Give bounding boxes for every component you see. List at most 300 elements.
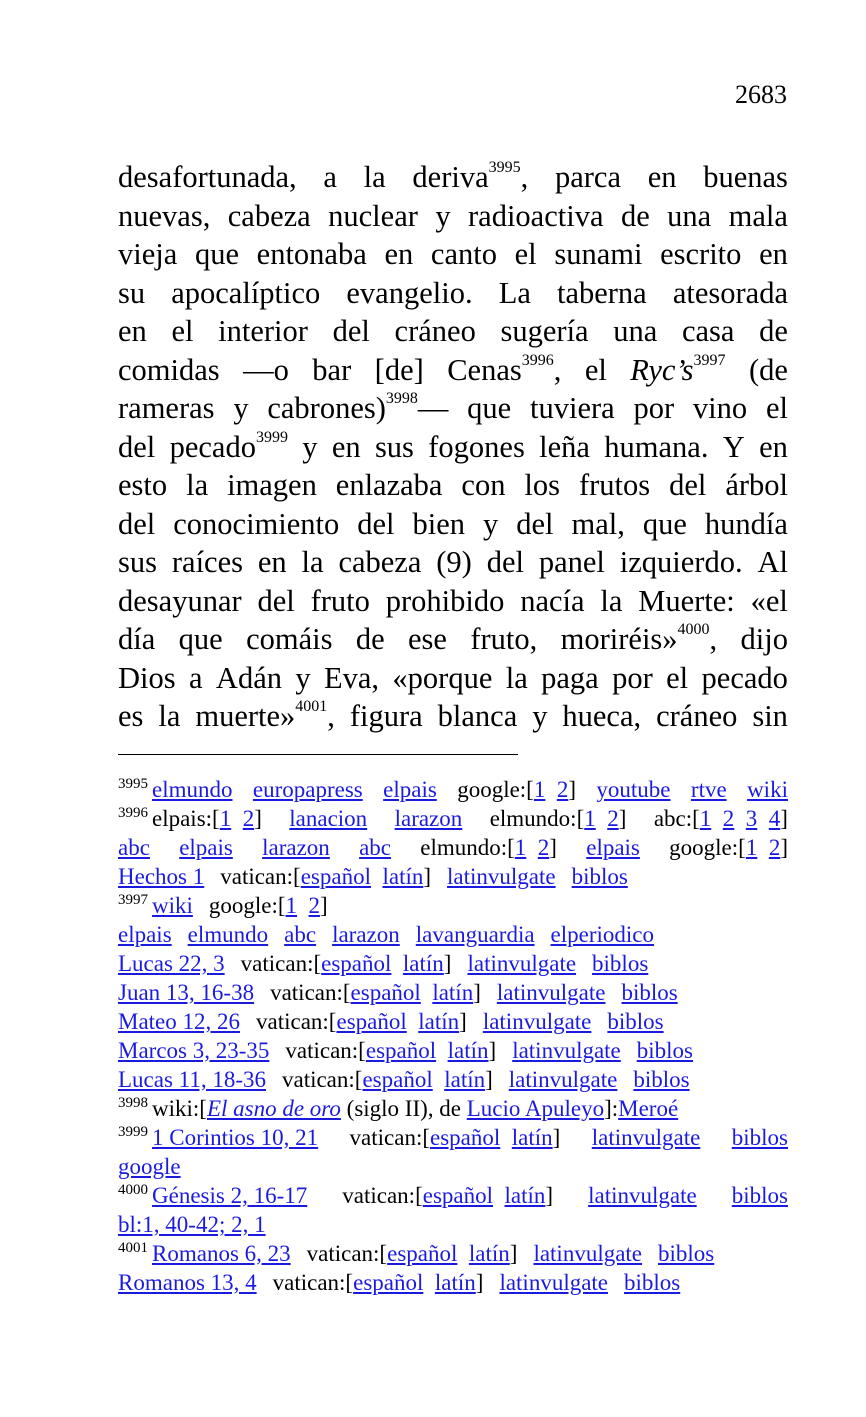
footnote-link[interactable]: latín [434,1270,476,1295]
footnote-text: wiki:[ [152,1096,207,1121]
body-word: el [666,660,689,695]
body-word: escrito [660,237,742,271]
body-line [118,466,788,505]
footnote-text: vatican:[ [240,951,322,976]
body-word: panel [538,545,605,579]
body-word: que [178,622,223,656]
body-word: Y [722,429,745,464]
body-word: del [332,314,370,348]
footnote-link[interactable]: 2 [242,806,255,831]
footnote-link[interactable]: elpais [118,922,172,947]
footnote-link[interactable]: latinvulgate [508,1067,618,1092]
footnote-link[interactable]: Marcos 3, 23-35 [118,1038,270,1063]
body-word: hundía [704,506,788,541]
footnote-link[interactable]: latinvulgate [512,1038,621,1063]
footnote-link[interactable]: latín [444,1067,486,1092]
body-line [118,582,788,621]
footnote-link[interactable]: latín [447,1038,489,1063]
body-word: raíces [171,545,243,579]
body-word: sus [374,429,414,464]
footnote-link[interactable]: biblos [621,980,678,1005]
footnote-link[interactable]: latinvulgate [496,980,606,1005]
footnote-link[interactable]: latinvulgate [591,1125,701,1150]
body-line [118,351,788,390]
body-word: mal, [571,506,625,541]
body-word: a [323,160,337,194]
footnote-link[interactable]: elpais [179,835,233,860]
footnote-text: vatican:[ [306,1241,388,1266]
footnote-line [118,1268,788,1297]
footnote-link[interactable]: 2 [722,806,735,831]
body-word: esto [118,468,168,502]
footnote-link[interactable]: latinvulgate [482,1009,592,1034]
footnote-line [118,1152,788,1181]
footnote-number: 3997 [118,892,148,908]
footnote-link[interactable]: biblos [624,1270,681,1295]
footnote-link[interactable]: biblos [633,1067,690,1092]
footnote-line [118,862,788,891]
footnote-text: elmundo:[ [489,806,585,831]
footnote-text: vatican:[ [256,1009,337,1034]
footnote-reference: 4000 [677,621,710,638]
body-word: dijo [740,622,788,656]
body-word: la [186,468,209,502]
footnote-text: ] [488,1038,497,1063]
body-word: «porque [392,660,493,695]
body-word: (9) [436,545,472,579]
footnote-link[interactable]: Mateo 12, 26 [118,1009,241,1034]
footnotes [118,775,788,1297]
footnote-text: ] [485,1067,493,1092]
footnote-text: ]: [604,1096,619,1121]
body-word: del [357,506,395,541]
footnote-text: google:[ [457,777,534,802]
footnote-text: ] [552,1125,561,1150]
body-word: cabeza [338,545,422,579]
footnote-number: 4000 [118,1182,148,1198]
footnote-text: vatican:[ [220,864,301,889]
body-word: Eva, [324,660,380,695]
footnote-link[interactable]: español [362,1067,433,1092]
body-word: una [613,314,658,348]
body-word: enlazaba [335,468,443,502]
footnote-text: google:[ [208,893,286,918]
footnote-text: abc:[ [653,806,700,831]
body-word: en [759,237,788,271]
body-word: sin [752,699,788,733]
body-word: en [759,429,788,464]
footnote-link[interactable]: latín [468,1241,510,1266]
body-word: la [505,660,528,695]
body-line [118,543,788,582]
footnote-link[interactable]: biblos [592,951,649,976]
body-word: por [633,391,675,425]
body-word: del [669,468,707,502]
footnote-line [118,1239,788,1268]
footnote-line [118,1007,788,1036]
body-word: —o [243,352,289,387]
footnote-text: vatican:[ [342,1183,423,1208]
footnote-text: ] [254,806,262,831]
footnote-link[interactable]: 2 [768,835,781,860]
body-word: prohibido [385,583,505,618]
footnote-text: ] [473,980,481,1005]
footnote-line [118,804,788,833]
footnote-link[interactable]: latín [511,1125,553,1150]
footnote-text: ] [549,835,557,860]
body-word: del [486,545,524,579]
body-word: (de [748,352,788,387]
body-word: es [118,699,144,733]
body-word: frutos [578,468,651,502]
footnote-link[interactable]: español [365,1038,437,1063]
body-word: canto [430,237,497,271]
footnote-text: vatican:[ [349,1125,431,1150]
body-word: bien [412,506,466,541]
footnote-link[interactable]: Meroé [618,1096,679,1121]
body-word: vieja [118,237,178,271]
footnote-text: ] [780,806,788,831]
body-word: nuclear [328,198,418,233]
body-line [118,389,788,428]
footnote-link[interactable]: elpais [586,835,640,860]
footnote-link[interactable]: latinvulgate [499,1270,609,1295]
footnote-reference: 3999 [255,428,288,446]
body-word: Cenas$^{3996}$, [447,351,562,387]
footnote-link[interactable]: latinvulgate [588,1183,697,1208]
body-word: a [189,660,203,695]
body-word: el [584,352,607,387]
body-line [118,505,788,544]
footnote-link[interactable]: bl:1, 40-42; 2, 1 [118,1212,266,1237]
footnote-link[interactable]: elmundo [152,777,233,802]
footnote-link[interactable]: lavanguardia [415,922,535,947]
body-line [118,235,788,274]
body-word: Muerte: [638,583,735,618]
body-word: figura [349,699,423,733]
footnote-number: 3998 [118,1095,148,1111]
footnote-link[interactable]: rtve [690,777,727,802]
body-word: en [257,545,287,579]
body-word: que [642,506,687,541]
footnote-text: vatican:[ [272,1270,354,1295]
footnote-link[interactable]: biblos [731,1183,788,1208]
footnote-text: ] [618,806,627,831]
body-word: mala [728,198,788,233]
footnote-link[interactable]: abc [118,835,150,860]
body-word: rameras [118,391,215,425]
body-word: del [516,506,554,541]
footnote-link[interactable]: elperiodico [550,922,655,947]
body-word: paga [541,660,599,695]
footnote-link[interactable]: 3 [745,806,758,831]
body-word: desayunar [118,583,242,618]
footnote-link[interactable]: biblos [731,1125,788,1150]
body-word: bar [312,352,352,387]
footnote-text: ] [780,835,788,860]
footnote-link[interactable]: biblos [636,1038,693,1063]
body-word: y [233,391,249,425]
footnote-link[interactable]: español [321,951,392,976]
footnote-link[interactable]: europapress [252,777,363,802]
body-word: Al [757,545,788,579]
footnote-link[interactable]: biblos [571,864,628,889]
footnote-text: ] [475,1270,484,1295]
footnote-text: google:[ [669,835,746,860]
footnote-line [118,978,788,1007]
body-word: izquierdo. [619,545,743,579]
footnote-link[interactable]: español [336,1009,407,1034]
footnote-link[interactable]: latinvulgate [467,951,577,976]
body-word: taberna [556,275,647,310]
footnote-link[interactable]: latín [418,1009,460,1034]
body-word: en [647,160,677,194]
footnote-link[interactable]: Lucio Apuleyo [466,1096,605,1121]
body-word: fogones [428,429,525,464]
footnote-link[interactable]: latín [504,1183,546,1208]
footnote-link[interactable]: biblos [607,1009,664,1034]
footnote-line [118,891,788,920]
body-word: sugería [500,314,589,348]
footnote-link[interactable]: Lucas 11, 18-36 [118,1067,266,1092]
body-word: la [363,160,386,194]
body-word: muerte»$^{4001}$, [195,698,335,733]
body-word: fruto [310,583,370,618]
body-word: vino [692,391,748,425]
body-word: en [331,429,361,464]
footnote-link[interactable]: youtube [596,777,671,802]
footnote-link[interactable]: 2 [607,806,619,831]
footnote-link[interactable]: elpais [383,777,437,802]
footnote-text: vatican:[ [270,980,351,1005]
footnote-reference: 4001 [295,698,328,715]
body-word: de [620,198,650,233]
footnote-link[interactable]: español [430,1125,501,1150]
body-word: parca [554,160,621,194]
body-word: con [461,468,506,502]
footnote-link[interactable]: latín [432,980,474,1005]
footnote-link[interactable]: biblos [658,1241,715,1266]
footnote-link[interactable]: español [387,1241,458,1266]
body-word: casa [681,314,735,348]
body-line [118,197,788,236]
footnote-link[interactable]: español [300,864,371,889]
footnote-link[interactable]: 1 Corintios 10, 21 [152,1125,319,1150]
body-word: en [384,237,414,271]
footnote-link[interactable]: Hechos 1 [118,864,205,889]
page-number: 2683 [735,80,787,109]
body-word: pecado [701,660,788,695]
body-word: en [118,314,147,348]
body-word: que [194,237,239,271]
footnote-line [118,1094,788,1123]
body-word: ese [408,622,447,656]
body-word: leña [539,429,590,464]
footnote-line [118,949,788,978]
footnote-text: ] [568,777,577,802]
body-word: Adán [215,660,282,695]
footnote-number: 4001 [118,1240,148,1256]
body-word: buenas [703,160,788,194]
body-word: fruto, [470,622,538,656]
body-word: la [600,583,623,618]
footnote-text: ] [443,951,452,976]
footnote-text: ] [545,1183,554,1208]
footnote-link[interactable]: latinvulgate [533,1241,643,1266]
footnote-link[interactable]: larazon [394,806,463,831]
footnote-link[interactable]: Romanos 13, 4 [118,1270,257,1295]
footnote-divider [118,754,518,755]
footnote-line [118,1065,788,1094]
footnote-link[interactable]: wiki [152,893,193,918]
body-word: los [524,468,561,502]
footnote-link[interactable]: latín [402,951,444,976]
footnote-link[interactable]: abc [359,835,391,860]
body-word: y [302,429,318,464]
footnote-link[interactable]: larazon [262,835,330,860]
footnote-link[interactable]: google [118,1154,181,1179]
body-word: conocimiento [173,506,340,541]
body-word: $Ryc’s^{3997}$ [630,351,726,387]
footnote-link[interactable]: Romanos 6, 23 [152,1241,291,1266]
body-word: por [612,660,653,695]
footnote-text: vatican:[ [281,1067,363,1092]
body-word: del [118,429,156,464]
body-word: el [171,314,194,348]
body-line [118,274,788,313]
body-word: pecado$^{3999}$ [169,428,288,464]
footnote-link[interactable]: Juan 13, 16-38 [118,980,255,1005]
body-word: el [765,391,788,425]
body-word: el [514,237,537,271]
body-word: comáis [246,622,333,656]
body-word: su [118,275,146,310]
footnote-line [118,1123,788,1152]
footnote-link[interactable]: wiki [747,777,788,802]
body-word: de [759,314,788,348]
footnote-link[interactable]: El asno de oro [206,1096,341,1121]
footnote-link[interactable]: 1 [745,835,758,860]
body-line [118,158,788,197]
footnote-reference: 3997 [693,351,726,369]
footnote-text: (siglo II), de [340,1096,467,1121]
footnote-link[interactable]: 2 [537,835,550,860]
footnote-link[interactable]: español [422,1183,494,1208]
body-word: evangelio. [346,275,473,310]
footnote-line [118,1181,788,1210]
footnote-link[interactable]: 2 [556,777,569,802]
body-word: día [118,622,156,656]
footnote-link[interactable]: latinvulgate [447,864,556,889]
footnote-link[interactable]: español [350,980,421,1005]
body-word: y [483,506,499,541]
footnote-link[interactable]: 1 [584,806,596,831]
body-word: sus [118,545,157,579]
body-word: [de] [374,352,424,387]
body-word: nacía [520,583,585,618]
body-word: moriréis»$^{4000}$, [560,621,718,656]
body-word: que [467,391,512,425]
body-word: del [118,506,156,541]
body-line [118,620,788,659]
body-word: de [355,622,385,656]
footnote-text: elpais:[ [152,806,220,831]
footnote-link[interactable]: Génesis 2, 16-17 [152,1183,308,1208]
body-word: deriva$^{3995}$, [412,159,529,194]
footnote-line [118,920,788,949]
footnote-number: 3999 [118,1124,148,1140]
footnote-link[interactable]: 2 [308,893,321,918]
body-word: del [257,583,295,618]
footnote-line [118,775,788,804]
body-word: tuviera [530,391,615,425]
body-word: blanca [437,699,518,733]
footnote-link[interactable]: larazon [332,922,400,947]
footnote-reference: 3998 [385,390,418,407]
body-word: atesorada [672,275,788,310]
body-word: humana. [604,429,709,464]
footnote-line [118,833,788,862]
body-line [118,312,788,351]
footnote-link[interactable]: español [353,1270,424,1295]
body-word: comidas [118,352,220,387]
footnote-reference: 3996 [521,351,554,369]
body-word: cráneo [394,314,476,348]
body-word: y [295,660,311,695]
body-word: interior [218,314,308,348]
footnote-link[interactable]: abc [284,922,317,947]
body-word: La [498,275,531,310]
footnote-link[interactable]: lanacion [289,806,368,831]
body-word: Dios [118,660,176,695]
footnote-link[interactable]: elmundo [187,922,269,947]
body-word: sunami [554,237,643,271]
body-line [118,659,788,698]
footnote-text: elmundo:[ [420,835,515,860]
body-word: imagen [227,468,317,502]
footnote-link[interactable]: latín [382,864,424,889]
footnote-text: ] [509,1241,518,1266]
footnote-link[interactable]: Lucas 22, 3 [118,951,225,976]
body-word: apocalíptico [171,275,321,310]
body-word: árbol [725,468,788,502]
body-line [118,428,788,467]
body-word: y [532,699,548,733]
footnote-number: 3995 [118,776,148,792]
footnote-link[interactable]: 4 [768,806,781,831]
body-line [118,697,788,736]
footnote-link[interactable]: 1 [514,835,527,860]
body-word: entonaba [256,237,367,271]
body-word: una [667,198,712,233]
body-word: cabrones)$^{3998}$— [267,390,449,425]
body-word: cráneo [656,699,738,733]
body-word: «el [750,583,788,618]
footnote-link[interactable]: 1 [285,893,298,918]
footnote-number: 3996 [118,805,148,821]
body-word: y [435,198,451,233]
footnote-link[interactable]: 1 [219,806,232,831]
body-word: la [158,699,181,733]
footnote-text: ] [423,864,432,889]
footnote-link[interactable]: 1 [533,777,546,802]
footnote-text: ] [459,1009,467,1034]
body-word: nuevas, [118,198,211,233]
footnote-text: ] [320,893,328,918]
footnote-link[interactable]: 1 [699,806,712,831]
body-word: la [301,545,324,579]
body-word: cabeza [227,198,311,233]
